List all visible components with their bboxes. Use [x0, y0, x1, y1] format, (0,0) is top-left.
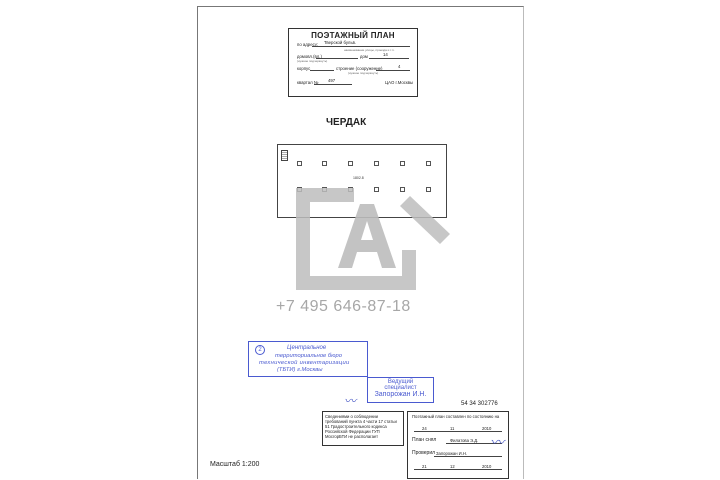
stroenie-underline — [376, 70, 410, 71]
column-marker — [322, 161, 327, 166]
stroenie-value: 4 — [398, 64, 401, 69]
notice-box — [322, 411, 404, 446]
plan-label: План снял — [412, 437, 437, 443]
date1-day: 24 — [422, 426, 427, 431]
dom-label: дом — [360, 54, 368, 59]
address-hint: наименование улицы, проезда и т.п. — [344, 48, 395, 52]
state-date-label: Поэтажный план составлен по состоянию на — [412, 414, 500, 419]
watermark-logo — [292, 184, 452, 294]
column-marker — [400, 161, 405, 166]
plan-value: Филатова Э.Д. — [450, 438, 479, 443]
column-marker — [426, 161, 431, 166]
date1-year: 2010 — [482, 426, 492, 431]
stamp-line-1: Центральное — [287, 345, 327, 351]
stamp-line-3: технической инвентаризации — [259, 360, 350, 366]
inventory-number: 54 34 302776 — [461, 401, 498, 407]
address-value: Тверской бульв. — [324, 40, 357, 45]
signature-1: 〰 — [344, 394, 357, 408]
stamp-line-4: (ТБТИ) г.Москвы — [277, 367, 323, 373]
check-value: Запорожан И.Н. — [436, 451, 468, 456]
specialist-stamp — [367, 377, 434, 403]
address-label: по адресу: — [297, 42, 319, 47]
column-marker — [348, 161, 353, 166]
dom-value: 14 — [383, 52, 388, 57]
specialist-title-2: специалист — [384, 385, 417, 391]
specialist-name: Запорожан И.Н. — [374, 391, 427, 398]
house-label: домовл.(вл.) — [297, 54, 322, 59]
date2-day: 21 — [422, 464, 427, 469]
column-marker — [297, 161, 302, 166]
document-title: ПОЭТАЖНЫЙ ПЛАН — [311, 31, 395, 40]
date1-month: 11 — [450, 426, 455, 431]
signature-2: 〰 — [490, 434, 504, 450]
date1-underline — [414, 431, 502, 432]
staircase-symbol — [281, 150, 288, 161]
korpus-label: корпус — [297, 66, 311, 71]
date2-month: 12 — [450, 464, 455, 469]
kvartal-value: 497 — [328, 78, 336, 83]
stroenie-hint: (нужное подчеркнуть) — [348, 71, 379, 75]
check-underline — [434, 456, 502, 457]
korpus-underline — [310, 70, 334, 71]
bti-stamp — [248, 341, 368, 377]
stamp-number: 2 — [255, 345, 265, 355]
stamp-line-2: территориальное бюро — [275, 353, 342, 359]
district-label: ЦАО г.Москвы — [385, 80, 414, 85]
area-label: 1802.8 — [353, 176, 364, 180]
notice-text: Сведениями о соблюдении требований пункта 4 части 17 статьи 51 Градостроительного кодекса Российской Федерации ГУП МосгорБТИ не располагает — [325, 414, 397, 439]
column-marker — [374, 161, 379, 166]
watermark-phone: +7 495 646-87-18 — [276, 298, 411, 315]
specialist-title-1: Ведущий — [387, 379, 414, 385]
scale-label: Масштаб 1:200 — [210, 461, 260, 468]
kvartal-label: квартал № — [297, 80, 319, 85]
check-label: Проверил — [412, 450, 436, 456]
stroenie-label: строение (сооружение) — [336, 66, 383, 71]
dom-underline — [369, 58, 409, 59]
address-underline — [312, 46, 410, 47]
floor-name: ЧЕРДАК — [326, 117, 367, 128]
house-hint: (нужное подчеркнуть) — [297, 59, 328, 63]
kvartal-underline — [314, 84, 352, 85]
date2-year: 2010 — [482, 464, 492, 469]
date2-underline — [414, 469, 502, 470]
